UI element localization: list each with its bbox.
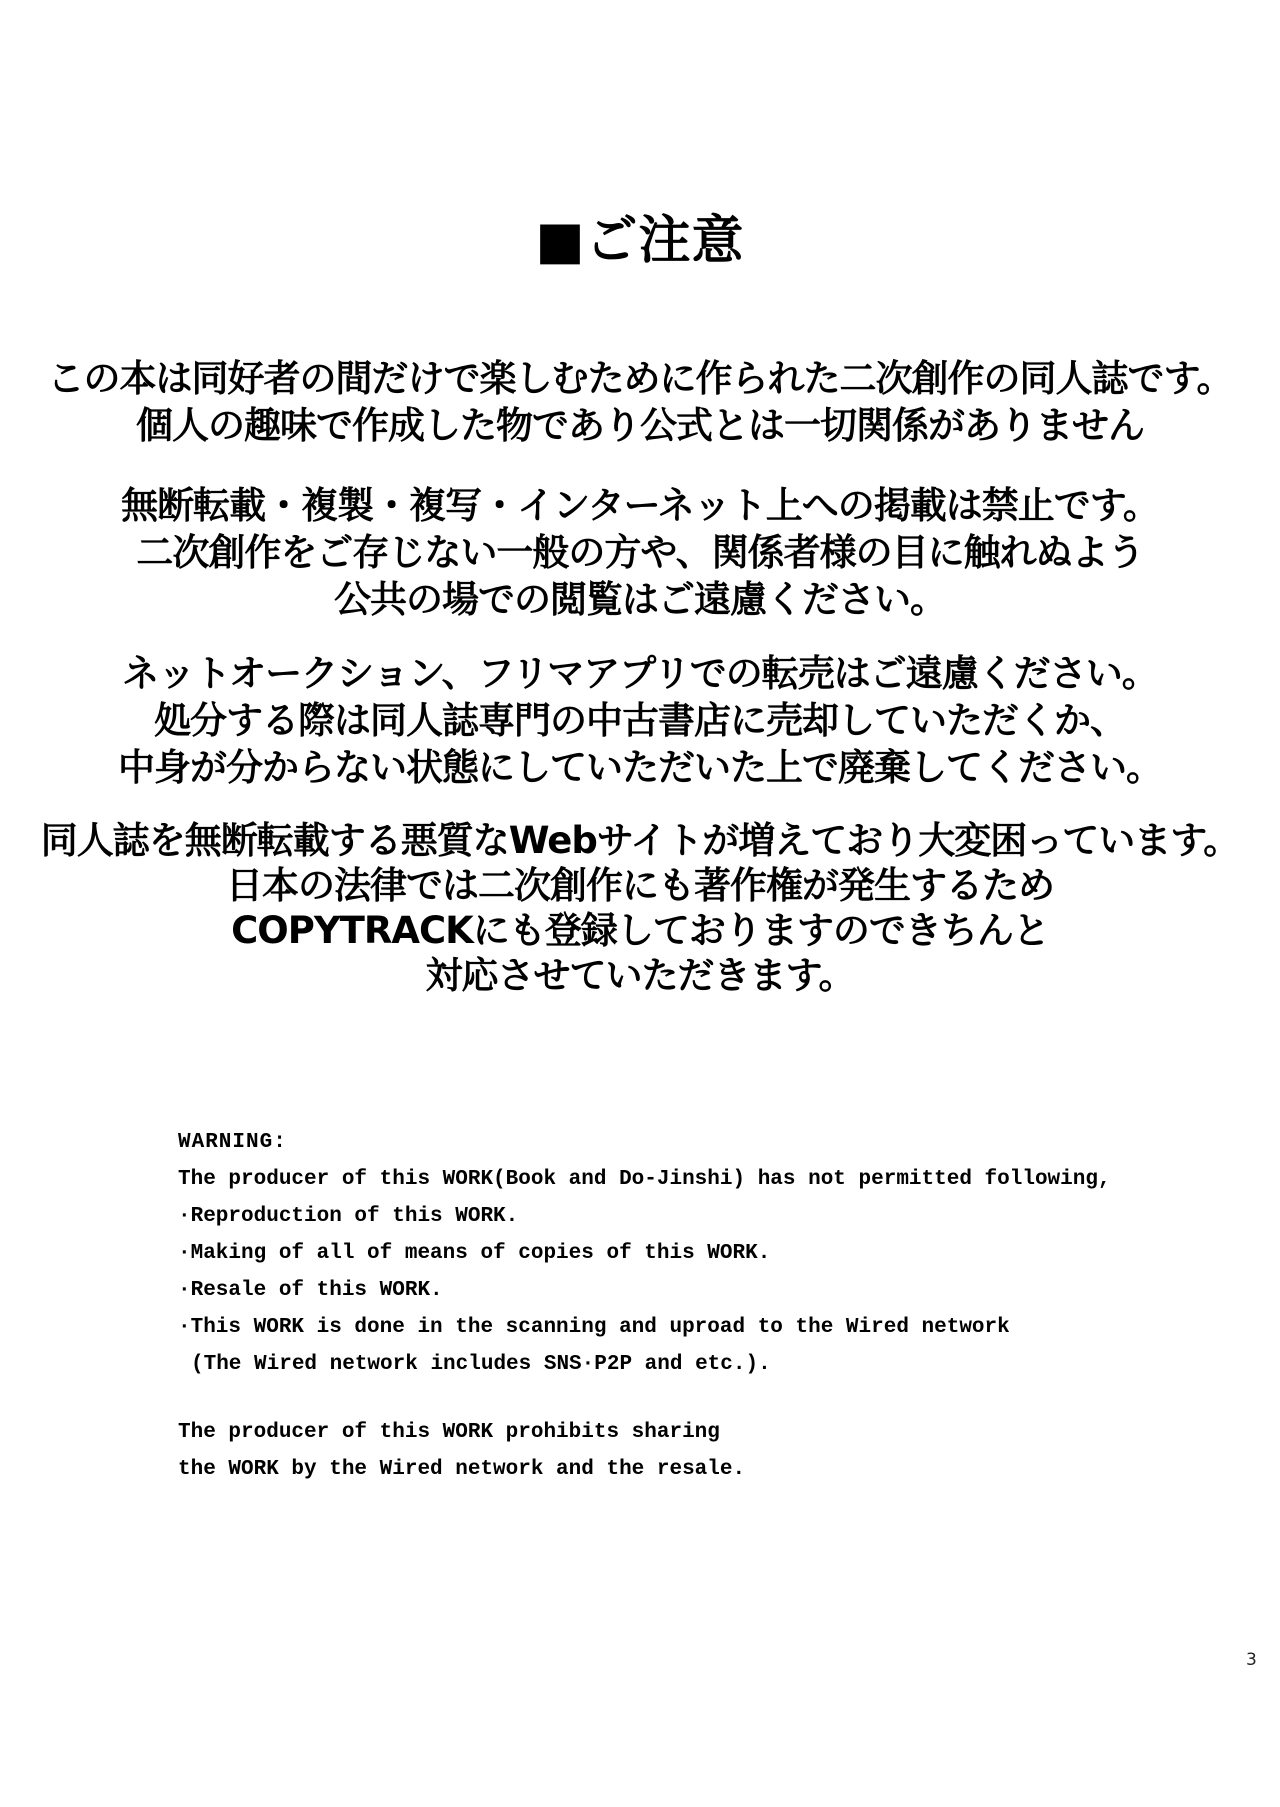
warning-item: ·This WORK is done in the scanning and uproad to the Wired network (178, 1316, 1010, 1339)
warning-closing-line: The producer of this WORK prohibits sharing (178, 1421, 720, 1444)
notice-line: 対応させていただきます。 (425, 954, 855, 997)
notice-line: 二次創作をご存じない一般の方や、関係者様の目に触れぬよう (136, 531, 1144, 574)
notice-line: 個人の趣味で作成した物であり公式とは一切関係がありません (136, 404, 1144, 447)
warning-section (178, 1124, 1158, 1488)
warning-intro: The producer of this WORK(Book and Do-Jinshi) has not permitted following, (178, 1168, 1111, 1191)
notice-line: 処分する際は同人誌専門の中古書店に売却していただくか、 (154, 699, 1126, 742)
warning-closing-line: the WORK by the Wired network and the resale. (178, 1458, 746, 1481)
warning-closing (178, 1414, 1158, 1488)
warning-heading: WARNING: (178, 1131, 287, 1154)
warning-item: ·Reproduction of this WORK. (178, 1205, 519, 1228)
notice-line: 日本の法律では二次創作にも著作権が発生するため (226, 864, 1054, 907)
notice-paragraph-no-resale (0, 650, 1280, 791)
notice-line: 無断転載・複製・複写・インターネット上への掲載は禁止です。 (121, 484, 1159, 527)
notice-line: 同人誌を無断転載する悪質なWebサイトが増えており大変困っています。 (40, 819, 1240, 862)
notice-line: 中身が分からない状態にしていただいた上で廃棄してください。 (118, 746, 1162, 789)
warning-item-continuation: (The Wired network includes SNS·P2P and etc.). (191, 1353, 771, 1376)
warning-item: ·Resale of this WORK. (178, 1279, 443, 1302)
notice-paragraph-no-repost (0, 482, 1280, 623)
notice-paragraph-disclaimer (0, 355, 1280, 449)
page-number: 3 (1246, 1650, 1257, 1670)
page-title: ■ご注意 (535, 211, 745, 271)
notice-line: 公共の場での閲覧はご遠慮ください。 (334, 578, 946, 621)
warning-item: ·Making of all of means of copies of this WORK. (178, 1242, 771, 1265)
notice-line: この本は同好者の間だけで楽しむために作られた二次創作の同人誌です。 (47, 357, 1233, 400)
warning-item-list (178, 1198, 1158, 1383)
notice-line: COPYTRACKにも登録しておりますのできちんと (231, 909, 1049, 952)
notice-line: ネットオークション、フリマアプリでの転売はご遠慮ください。 (122, 652, 1158, 695)
notice-paragraph-copyright (0, 818, 1280, 998)
